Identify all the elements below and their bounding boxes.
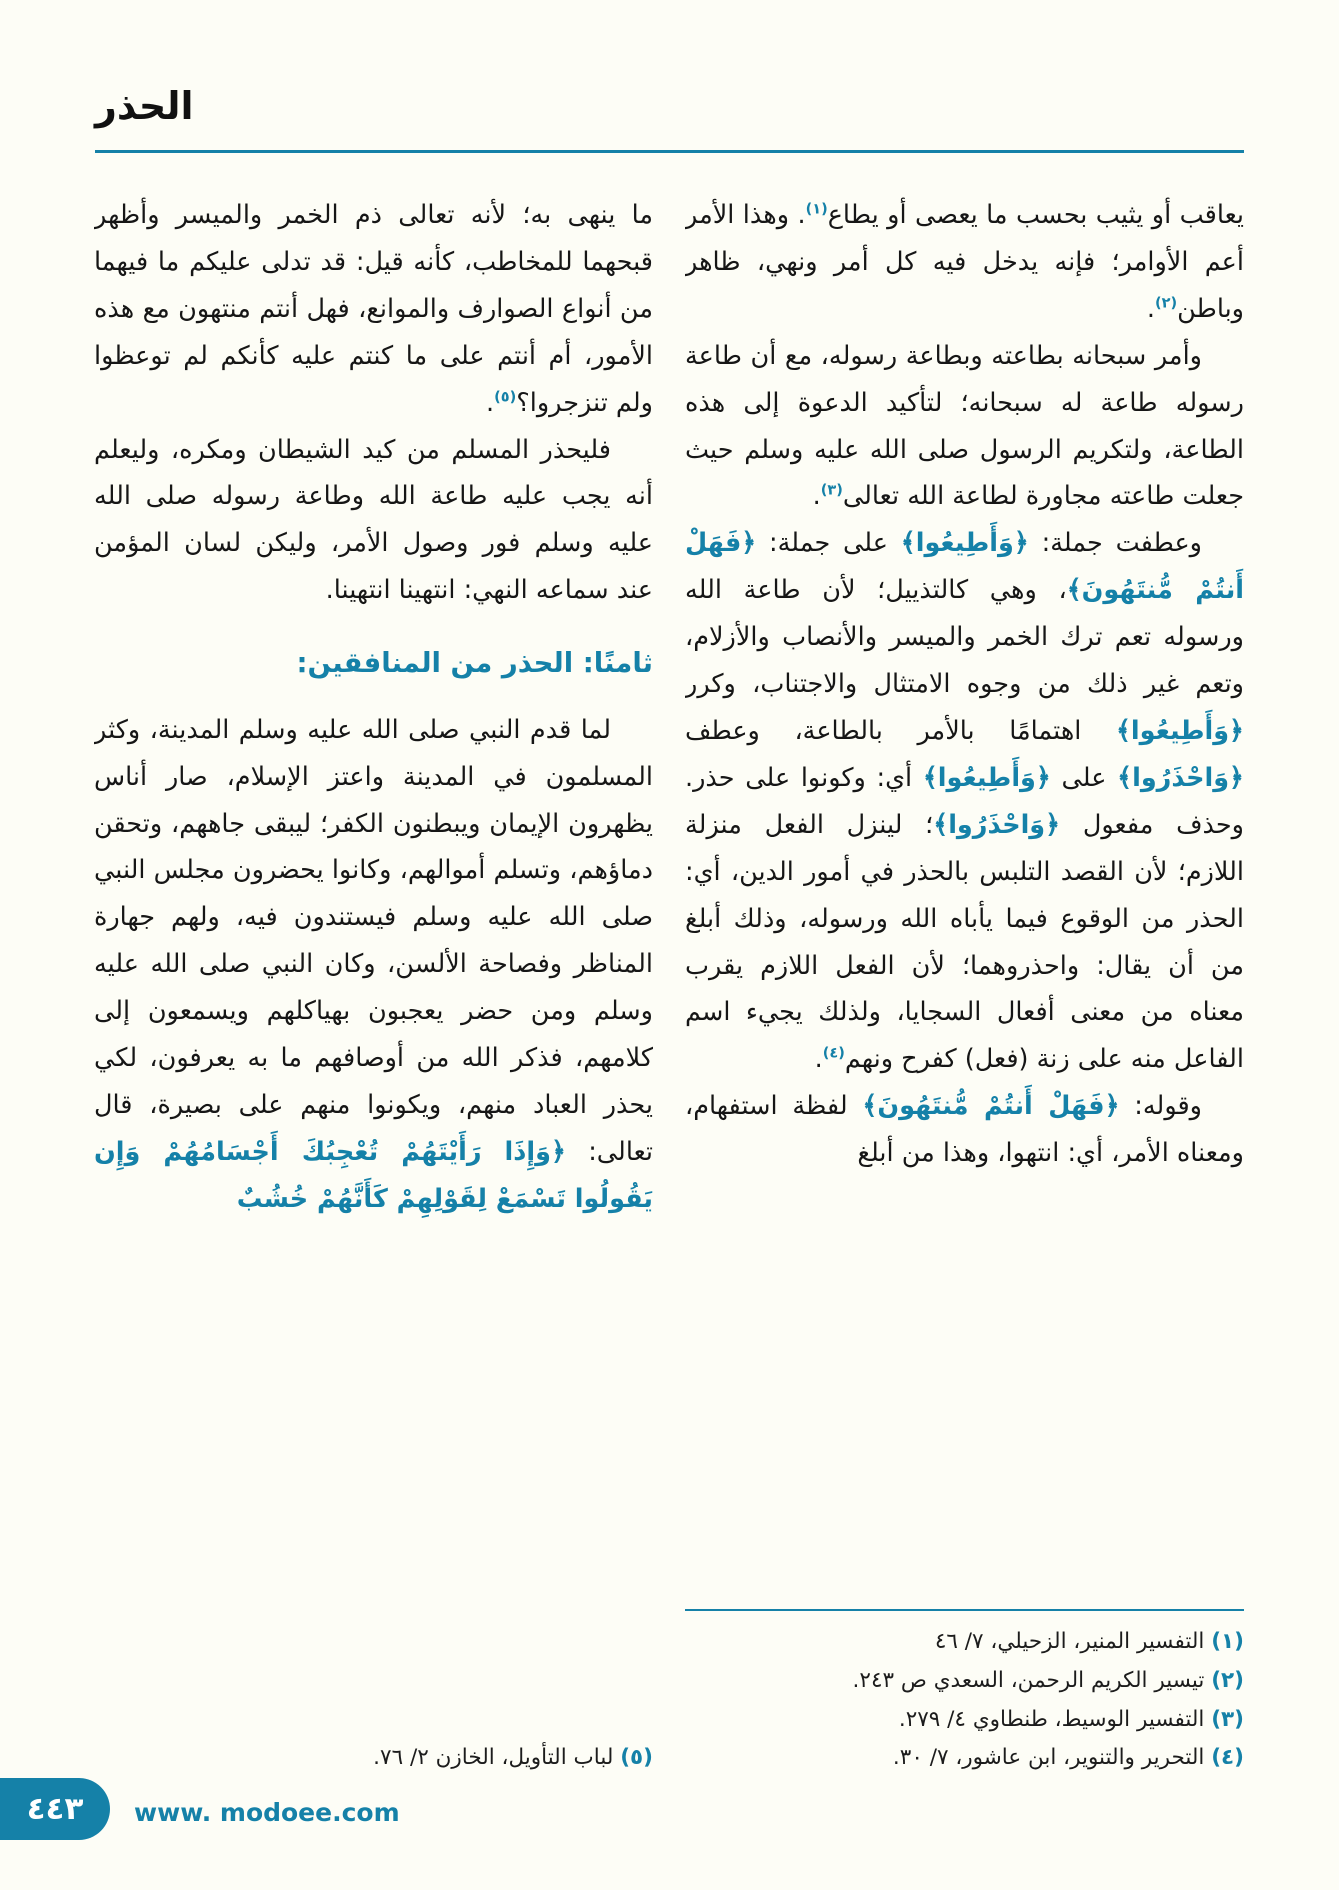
body-text: . وهذا الأمر أعم الأوامر؛ فإنه يدخل فيه كل أمر ونهي، ظاهر وباطن xyxy=(685,200,1244,324)
body-text: وأمر سبحانه بطاعته وبطاعة رسوله، مع أن طاعة رسوله طاعة له سبحانه؛ لتأكيد الدعوة إلى هذه الطاعة، ولتكريم الرسول صلى الله عليه وسلم حيث جعلت طاعته مجاورة لطاعة الله تعالى xyxy=(685,340,1244,512)
paragraph xyxy=(685,520,1244,1083)
chapter-header-title: الحذر xyxy=(95,84,194,128)
quran-quote: ﴿وَأَطِيعُوا﴾ xyxy=(1115,715,1244,746)
body-text: وعطفت جملة: xyxy=(1028,528,1202,559)
footnote-ref: (٥) xyxy=(494,389,517,406)
right-column xyxy=(685,192,1244,1778)
body-text: . xyxy=(814,1044,823,1075)
body-text: أي: وكونوا على حذر. وحذف مفعول xyxy=(685,762,1244,840)
footnote-item xyxy=(94,1739,653,1778)
footnote-text: التحرير والتنوير، ابن عاشور، ٧/ ٣٠. xyxy=(892,1745,1212,1771)
footnote-number: (٢) xyxy=(1211,1667,1244,1693)
left-column xyxy=(94,192,653,1778)
body-text: . xyxy=(812,481,821,512)
footnote-ref: (٤) xyxy=(822,1045,845,1062)
quran-quote: ﴿وَاحْذَرُوا﴾ xyxy=(1117,762,1244,793)
paragraph xyxy=(94,707,653,1223)
body-text: ما ينهى به؛ لأنه تعالى ذم الخمر والميسر وأظهر قبحهما للمخاطب، كأنه قيل: قد تدلى عليكم ما فيهما من أنواع الصوارف والموانع، فهل أنتم منتهون مع هذه الأمور، أم أنتم على ما كنتم عليه كأنكم لم توعظوا ولم تنزجروا؟ xyxy=(94,200,653,418)
paragraph xyxy=(94,427,653,615)
footnote-text: التفسير المنير، الزحيلي، ٧/ ٤٦ xyxy=(934,1629,1212,1655)
header-rule xyxy=(95,150,1244,153)
body-text: على جملة: xyxy=(756,528,901,559)
body-text: ، وهي كالتذييل؛ لأن طاعة الله ورسوله تعم ترك الخمر والميسر والأنصاب والأزلام، وتعم غير ذلك من وجوه الامتثال والاجتناب، وكرر xyxy=(685,575,1244,700)
body-text: لفظة استفهام، ومعناه الأمر، أي: انتهوا، وهذا من أبلغ xyxy=(685,1091,1244,1169)
right-column-footnotes xyxy=(685,1609,1244,1778)
page-body xyxy=(94,192,1244,1778)
footnote-number: (٥) xyxy=(620,1745,653,1771)
body-text: وقوله: xyxy=(1119,1091,1202,1122)
section-heading-text: ثامنًا: الحذر من المنافقين: xyxy=(296,647,653,680)
quran-quote: ﴿فَهَلْ أَنتُمْ مُّنتَهُونَ﴾ xyxy=(685,528,1244,606)
body-text: لما قدم النبي صلى الله عليه وسلم المدينة، وكثر المسلمون في المدينة واعتز الإسلام، صار أناس يظهرون الإيمان ويبطنون الكفر؛ ليبقى جاههم، وتحقن دماؤهم، وتسلم أموالهم، وكانوا يحضرون مجلس النبي صلى الله عليه وسلم فيستندون فيه، ولهم جهارة المناظر وفصاحة الألسن، وكان النبي صلى الله عليه وسلم ومن حضر يعجبون بهياكلهم ويسمعون إلى كلامهم، فذكر الله من أوصافهم ما به يعرفون، لكي يحذر العباد منهم، ويكونوا منهم على بصيرة، قال تعالى: xyxy=(94,714,653,1167)
quran-quote: ﴿وَأَطِيعُوا﴾ xyxy=(922,762,1051,793)
footnote-number: (٣) xyxy=(1211,1706,1244,1732)
footnote-ref: (١) xyxy=(805,201,828,218)
footnote-text: تيسير الكريم الرحمن، السعدي ص ٢٤٣. xyxy=(852,1667,1212,1693)
body-text: فليحذر المسلم من كيد الشيطان ومكره، وليعلم أنه يجب عليه طاعة الله وطاعة رسوله صلى الله عليه وسلم فور وصول الأمر، وليكن لسان المؤمن عند سماعه النهي: انتهينا انتهينا. xyxy=(94,434,653,606)
quran-quote: ﴿فَهَلْ أَنتُمْ مُّنتَهُونَ﴾ xyxy=(862,1091,1120,1122)
footnote-number: (٤) xyxy=(1211,1745,1244,1771)
footnote-item xyxy=(685,1739,1244,1778)
footnote-item xyxy=(685,1701,1244,1740)
right-column-paragraphs xyxy=(685,192,1244,1595)
page-number: ٤٤٣ xyxy=(26,1791,84,1827)
left-column-paragraphs xyxy=(94,192,653,1725)
footnote-text: لباب التأويل، الخازن ٢/ ٧٦. xyxy=(373,1745,621,1771)
body-text: ؛ لينزل الفعل منزلة اللازم؛ لأن القصد التلبس بالحذر في أمور الدين، أي: الحذر من الوقوع فيما يأباه الله ورسوله، وذلك أبلغ من أن يقال: واحذروهما؛ لأن الفعل اللازم يقرب معناه من معنى أفعال السجايا، ولذلك يجيء اسم الفاعل منه على زنة (فعل) كفرح ونهم xyxy=(685,809,1244,1075)
paragraph xyxy=(685,333,1244,521)
footnote-number: (١) xyxy=(1211,1629,1244,1655)
left-column-footnotes xyxy=(94,1739,653,1778)
paragraph xyxy=(685,1083,1244,1177)
body-text: يعاقب أو يثيب بحسب ما يعصى أو يطاع xyxy=(827,200,1244,230)
footnote-item xyxy=(685,1662,1244,1701)
footnote-ref: (٢) xyxy=(1154,295,1178,312)
footnote-item xyxy=(685,1623,1244,1662)
section-heading xyxy=(94,638,653,689)
paragraph xyxy=(94,192,653,427)
body-text: اهتمامًا بالأمر بالطاعة، وعطف xyxy=(685,715,1116,746)
quran-quote: ﴿وَاحْذَرُوا﴾ xyxy=(933,809,1061,840)
quran-quote: ﴿وَإِذَا رَأَيْتَهُمْ تُعْجِبُكَ أَجْسَامُهُمْ وَإِن يَقُولُوا تَسْمَعْ لِقَوْلِهِمْ كَأَنَّهُمْ خُشُبٌ xyxy=(94,1136,653,1214)
footnote-text: التفسير الوسيط، طنطاوي ٤/ ٢٧٩. xyxy=(898,1706,1212,1732)
footnote-ref: (٣) xyxy=(820,482,843,499)
website-url: www. modoee.com xyxy=(134,1798,400,1827)
paragraph xyxy=(685,192,1244,333)
body-text: . xyxy=(485,387,495,418)
body-text: على xyxy=(1050,762,1118,793)
quran-quote: ﴿وَأَطِيعُوا﴾ xyxy=(900,528,1029,559)
page-number-badge xyxy=(0,1778,110,1840)
body-text: . xyxy=(1146,293,1155,324)
